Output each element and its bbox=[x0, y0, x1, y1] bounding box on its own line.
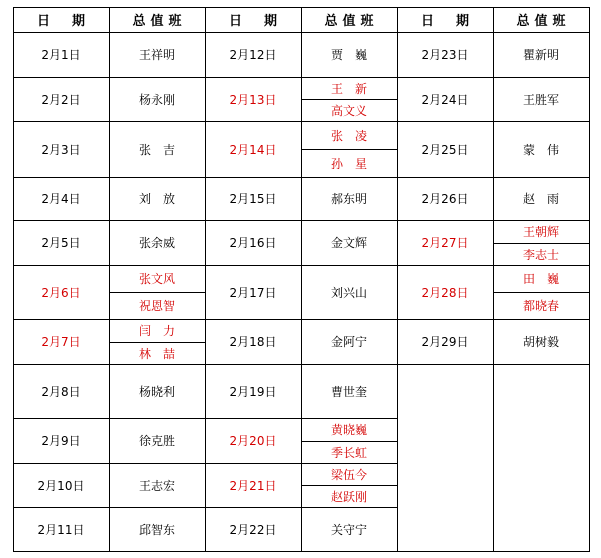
duty-name: 李志士 bbox=[522, 247, 559, 262]
duty-name: 张 凌 bbox=[330, 128, 367, 143]
grid-vline bbox=[301, 7, 302, 552]
date-cell: 2月9日 bbox=[41, 434, 81, 448]
header-duty-label: 总值班 bbox=[324, 14, 379, 29]
grid-hline bbox=[13, 32, 590, 33]
date-cell: 2月17日 bbox=[229, 285, 277, 300]
date-cell: 2月19日 bbox=[229, 384, 277, 399]
duty-name: 胡树毅 bbox=[522, 335, 559, 349]
duty-name: 梁伍今 bbox=[330, 467, 367, 482]
date-cell: 2月14日 bbox=[229, 142, 277, 157]
grid-hline bbox=[13, 265, 590, 266]
header-date-label: 日期 bbox=[420, 14, 491, 29]
header-date-label: 日期 bbox=[36, 14, 107, 29]
duty-name: 赵跃刚 bbox=[330, 489, 367, 504]
duty-name: 闫 力 bbox=[138, 324, 175, 338]
split-divider bbox=[493, 292, 589, 293]
grid-hline bbox=[397, 551, 590, 552]
duty-name: 刘 放 bbox=[138, 192, 175, 206]
split-divider bbox=[301, 441, 397, 442]
duty-name: 都晓春 bbox=[522, 299, 559, 313]
duty-name: 蒙 伟 bbox=[522, 142, 559, 157]
date-cell: 2月4日 bbox=[41, 192, 81, 206]
grid-hline bbox=[13, 177, 590, 178]
grid-hline bbox=[13, 463, 398, 464]
grid-vline bbox=[589, 7, 590, 552]
date-cell: 2月13日 bbox=[229, 92, 277, 107]
date-cell: 2月7日 bbox=[41, 335, 81, 349]
date-cell: 2月23日 bbox=[421, 48, 469, 62]
date-cell: 2月3日 bbox=[41, 142, 81, 157]
duty-name: 杨晓利 bbox=[138, 384, 175, 399]
duty-name: 张文风 bbox=[138, 272, 175, 286]
grid-vline bbox=[493, 7, 494, 552]
date-cell: 2月27日 bbox=[421, 236, 469, 250]
split-divider bbox=[109, 292, 205, 293]
duty-name: 徐克胜 bbox=[138, 434, 175, 448]
grid-hline bbox=[13, 507, 398, 508]
date-cell: 2月16日 bbox=[229, 236, 277, 250]
duty-name: 祝恩智 bbox=[138, 299, 175, 313]
grid-hline bbox=[13, 121, 590, 122]
date-cell: 2月2日 bbox=[41, 92, 81, 107]
duty-name: 高文义 bbox=[330, 103, 367, 118]
date-cell: 2月8日 bbox=[41, 384, 81, 399]
header-duty-label: 总值班 bbox=[516, 14, 571, 29]
date-cell: 2月18日 bbox=[229, 335, 277, 349]
grid-hline bbox=[13, 77, 590, 78]
duty-name: 赵 雨 bbox=[522, 192, 559, 206]
date-cell: 2月21日 bbox=[229, 478, 277, 493]
date-cell: 2月20日 bbox=[229, 434, 277, 448]
duty-name: 季长虹 bbox=[330, 445, 367, 460]
duty-name: 刘兴山 bbox=[330, 285, 367, 300]
duty-name: 金阿宁 bbox=[330, 335, 367, 349]
duty-name: 瞿新明 bbox=[522, 48, 559, 62]
duty-name: 杨永刚 bbox=[138, 92, 175, 107]
grid-hline bbox=[13, 551, 398, 552]
duty-name: 张 吉 bbox=[138, 142, 175, 157]
duty-name: 王祥明 bbox=[138, 48, 175, 62]
grid-hline bbox=[13, 364, 590, 365]
date-cell: 2月24日 bbox=[421, 92, 469, 107]
duty-name: 郝东明 bbox=[330, 192, 367, 206]
date-cell: 2月22日 bbox=[229, 522, 277, 537]
date-cell: 2月10日 bbox=[37, 478, 85, 493]
header-duty-label: 总值班 bbox=[132, 14, 187, 29]
date-cell: 2月12日 bbox=[229, 48, 277, 62]
split-divider bbox=[301, 485, 397, 486]
split-divider bbox=[109, 342, 205, 343]
date-cell: 2月15日 bbox=[229, 192, 277, 206]
date-cell: 2月6日 bbox=[41, 285, 81, 300]
date-cell: 2月11日 bbox=[37, 522, 85, 537]
date-cell: 2月5日 bbox=[41, 236, 81, 250]
date-cell: 2月26日 bbox=[421, 192, 469, 206]
duty-name: 孙 星 bbox=[330, 156, 367, 171]
duty-name: 田 巍 bbox=[522, 272, 559, 286]
duty-name: 王朝辉 bbox=[522, 225, 559, 239]
duty-name: 黄晓巍 bbox=[330, 423, 367, 437]
duty-name: 关守宁 bbox=[330, 522, 367, 537]
duty-name: 曹世奎 bbox=[330, 384, 367, 399]
grid-vline bbox=[109, 7, 110, 552]
date-cell: 2月1日 bbox=[41, 48, 81, 62]
duty-name: 王志宏 bbox=[138, 478, 175, 493]
grid-hline bbox=[13, 220, 590, 221]
grid-hline bbox=[13, 418, 398, 419]
duty-name: 王胜军 bbox=[522, 92, 559, 107]
date-cell: 2月29日 bbox=[421, 335, 469, 349]
split-divider bbox=[493, 243, 589, 244]
duty-name: 张余威 bbox=[138, 236, 175, 250]
duty-name: 金文辉 bbox=[330, 236, 367, 250]
duty-name: 林 喆 bbox=[138, 346, 175, 361]
split-divider bbox=[301, 99, 397, 100]
grid-hline bbox=[13, 319, 590, 320]
duty-name: 贾 巍 bbox=[330, 48, 367, 62]
header-date-label: 日期 bbox=[228, 14, 299, 29]
duty-name: 邱智东 bbox=[138, 522, 175, 537]
date-cell: 2月28日 bbox=[421, 285, 469, 300]
date-cell: 2月25日 bbox=[421, 142, 469, 157]
duty-name: 王 新 bbox=[330, 81, 367, 96]
grid-vline bbox=[13, 7, 14, 552]
split-divider bbox=[301, 149, 397, 150]
grid-vline bbox=[205, 7, 206, 552]
grid-hline bbox=[13, 7, 590, 8]
grid-vline bbox=[397, 7, 398, 552]
